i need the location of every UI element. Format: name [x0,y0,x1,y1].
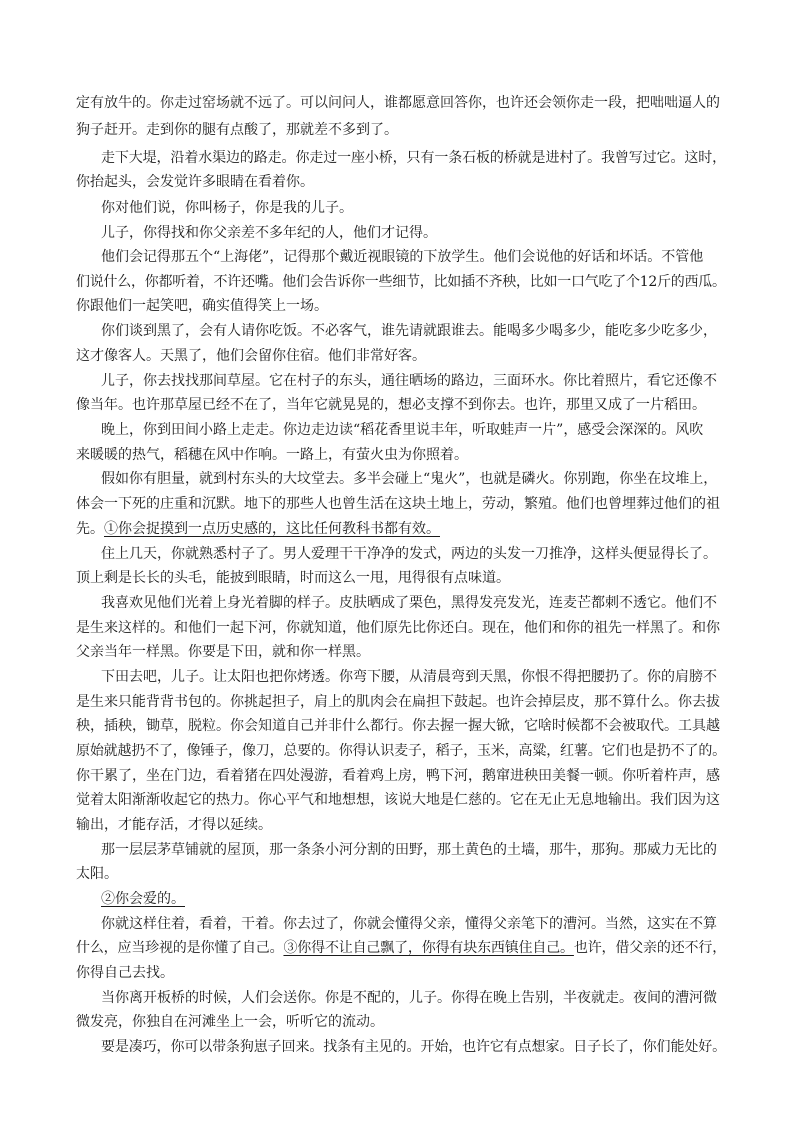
text-line: 你就这样住着，看着，干着。你去过了，你就会懂得父亲，懂得父亲笔下的漕河。当然，这实在不算 [101,916,717,932]
text-line: 你干累了，坐在门边，看着猪在四处漫游，看着鸡上房，鸭下河，鹅窜进秧田美餐一顿。你听着杵声，感 [76,768,720,784]
text-line: 你们谈到黑了，会有人请你吃饭。不必客气，谁先请就跟谁去。能喝多少喝多少，能吃多少吃多少， [101,323,717,339]
text-line: 觉着太阳渐渐收起它的热力。你心平气和地想想，该说大地是仁慈的。它在无止无息地输出。我们因为这 [76,792,720,808]
text-line: 你跟他们一起笑吧，确实值得笑上一场。 [76,298,328,314]
text-line: 像当年。也许那草屋已经不在了，当年它就晃晃的，想必支撑不到你去。也许，那里又成了一片稻田。 [76,397,706,413]
text-line: 父亲当年一样黑。你要是下田，就和你一样黑。 [76,644,370,660]
text-line: 秧，插秧，锄草，脱粒。你会知道自己并非什么都行。你去握一握大锨，它啥时候都不会被取代。工具越 [76,718,720,734]
text-line: 这才像客人。天黑了，他们会留你住宿。他们非常好客。 [76,348,426,364]
text-line: 走下大堤，沿着水渠边的路走。你走过一座小桥，只有一条石板的桥就是进村了。我曾写过它。这时， [101,150,726,166]
text-line: 我喜欢见他们光着上身光着脚的样子。皮肤晒成了栗色，黑得发亮发光，连麦芒都刺不透它。他们不 [101,595,717,611]
text-line: 先。①你会捉摸到一点历史感的，这比任何教科书都有效。 [76,521,440,537]
text-line: 你抬起头，会发觉许多眼睛在看着你。 [76,174,314,190]
text-line: 要是凑巧，你可以带条狗崽子回来。找条有主见的。开始，也许它有点想家。日子长了，你们能处好。 [101,1039,726,1055]
text-line: 们说什么，你都听着，不许还嘴。他们会告诉你一些细节，比如插不齐秧，比如一口气吃了个12斤的西瓜。 [76,274,726,290]
underlined-sentence-1: ①你会捉摸到一点历史感的，这比任何教科书都有效。 [104,521,440,537]
text-line: 微发亮，你独自在河滩坐上一会，听听它的流动。 [76,1014,384,1030]
text-line: 你对他们说，你叫杨子，你是我的儿子。 [101,200,353,216]
text-line: 原始就越扔不了，像锤子，像刀，总要的。你得认识麦子，稻子，玉米，高粱，红薯。它们也是扔不了的。 [76,743,726,759]
underlined-sentence-2: ②你会爱的。 [101,891,185,907]
text-line: 下田去吧，儿子。让太阳也把你烤透。你弯下腰，从清晨弯到天黑，你恨不得把腰扔了。你的肩膀不 [101,669,717,685]
text-line [101,890,726,908]
text-line: 输出，才能存活，才得以延续。 [76,817,272,833]
text-line: 那一层层茅草铺就的屋顶，那一条条小河分割的田野，那土黄色的土墙，那牛，那狗。那威力无比的 [101,842,717,858]
text-line: 定有放牛的。你走过窑场就不远了。可以问问人，谁都愿意回答你，也许还会领你走一段，把咄咄逼人的 [76,95,720,111]
text-line: 狗子赶开。走到你的腿有点酸了，那就差不多到了。 [76,122,398,138]
text-line: 什么，应当珍视的是你懂了自己。③你得不让自己飘了，你得有块东西镇住自己。也许，借父亲的还不行， [76,940,726,956]
text-line: 是生来这样的。和他们一起下河，你就知道，他们原先比你还白。现在，他们和你的祖先一样黑了。和你 [76,620,720,636]
text-line: 是生来只能背背书包的。你挑起担子，肩上的肌肉会在扁担下鼓起。也许会掉层皮，那不算什么。你去拔 [76,694,720,710]
text-line: 儿子，你得找和你父亲差不多年纪的人，他们才记得。 [101,225,437,241]
text-line: 假如你有胆量，就到村东头的大坟堂去。多半会碰上“鬼火”，也就是磷火。你别跑，你坐在坟堆上， [101,471,718,487]
text-line: 顶上剩是长长的头毛，能披到眼睛，时而这么一甩，甩得很有点味道。 [76,570,510,586]
text-line: 来暖暖的热气，稻穗在风中作响。一路上，有萤火虫为你照着。 [76,447,468,463]
text-line: 晚上，你到田间小路上走走。你边走边读“稻花香里说丰年，听取蛙声一片”，感受会深深的。风吹 [101,422,704,438]
text-line: 当你离开板桥的时候，人们会送你。你是不配的，儿子。你得在晚上告别，半夜就走。夜间的漕河微 [101,990,717,1006]
text-line: 你得自己去找。 [76,965,174,981]
text-line: 他们会记得那五个“上海佬”，记得那个戴近视眼镜的下放学生。他们会说他的好话和坏话。不管他 [101,249,704,265]
text-line: 住上几天，你就熟悉村子了。男人爱理干干净净的发式，两边的头发一刀推净，这样头便显得长了。 [101,546,717,562]
text-line: 儿子，你去找找那间草屋。它在村子的东头，通往晒场的路边，三面环水。你比着照片，看它还像不 [101,373,717,389]
text-line: 体会一下死的庄重和沉默。地下的那些人也曾生活在这块土地上，劳动，繁殖。他们也曾埋葬过他们的祖 [76,496,720,512]
underlined-sentence-3: ③你得不让自己飘了，你得有块东西镇住自己。 [283,940,574,956]
text-line: 太阳。 [76,866,118,882]
